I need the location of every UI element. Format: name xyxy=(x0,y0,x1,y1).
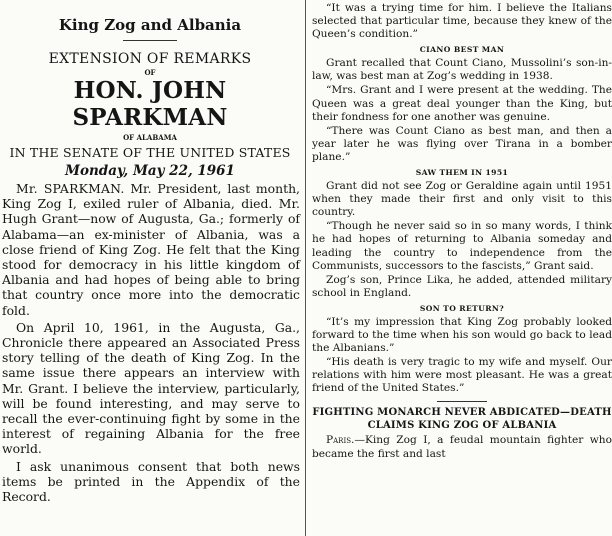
column-divider xyxy=(305,0,306,536)
paragraph-ciano: Grant recalled that Count Ciano, Mussolini’s son-in-law, was best man at Zog’s wedding in 1938. xyxy=(312,57,612,83)
paragraph-paris xyxy=(312,434,612,460)
right-column xyxy=(312,0,612,461)
quote-bomber: “There was Count Ciano as best man, and then a year later he was flying over Tirana in a bomber plane.” xyxy=(312,124,612,163)
paragraph-paris-text: —King Zog I, a feudal mountain fighter who became the first and last xyxy=(312,434,612,460)
article-divider xyxy=(437,401,487,402)
subheading-ciano: CIANO BEST MAN xyxy=(419,45,505,55)
paragraph-prince: Zog’s son, Prince Lika, he added, attended military school in England. xyxy=(312,273,612,299)
headline-line-2: CLAIMS KING ZOG OF ALBANIA xyxy=(367,420,557,432)
title-divider xyxy=(123,40,177,41)
subheading-1951: SAW THEM IN 1951 xyxy=(415,168,509,178)
subheading-son: SON TO RETURN? xyxy=(419,303,505,313)
paragraph-2: On April 10, 1961, in the Augusta, Ga., Chronicle there appeared an Associated Press story telling of the death of King Zog. In the same issue there appears an interview with Mr. Grant. I believe the interview, particularly, will be found interesting, and may serve to recall the ever-continuing fight by some in the interest of regaining Albania for the free world. xyxy=(2,319,300,457)
quote-tragic: “His death is very tragic to my wife and myself. Our relations with him were most pleasant. He was a great friend of the United States.” xyxy=(312,356,612,395)
quote-impression: “It’s my impression that King Zog probably looked forward to the time when his son would go back to lead the Albanians.” xyxy=(312,315,612,355)
paris-dateline: Paris. xyxy=(326,434,355,447)
paragraph-visit: Grant did not see Zog or Geraldine again until 1951 when they made their first and only visit to this country. xyxy=(312,180,612,219)
extension-heading: EXTENSION OF REMARKS xyxy=(48,51,252,67)
speaker-name: HON. JOHN SPARKMAN xyxy=(72,77,228,131)
session-date: Monday, May 22, 1961 xyxy=(65,163,235,179)
of-label: OF xyxy=(144,68,156,77)
paragraph-1 xyxy=(2,181,300,318)
headline-line-1: FIGHTING MONARCH NEVER ABDICATED—DEATH xyxy=(312,407,612,419)
paragraph-3: I ask unanimous consent that both news items be printed in the Appendix of the Record. xyxy=(2,458,300,505)
left-column xyxy=(0,0,300,504)
quote-wedding: “Mrs. Grant and I were present at the wedding. The Queen was a great deal younger than the King, but their fondness for one another was genuine. xyxy=(312,84,612,123)
quote-trying-time: “It was a trying time for him. I believe the Italians selected that particular time, because they knew of the Queen’s condition.” xyxy=(312,2,612,41)
quote-hopes: “Though he never said so in so many words, I think he had hopes of returning to Albania someday and leading the country to independence from the Communists, successors to the fascists,” Grant said. xyxy=(312,220,612,272)
article-title: King Zog and Albania xyxy=(58,16,242,34)
chamber-heading: IN THE SENATE OF THE UNITED STATES xyxy=(9,145,291,160)
speaker-state: OF ALABAMA xyxy=(123,133,177,142)
speaker-lead: Mr. SPARKMAN. xyxy=(16,181,125,196)
paragraph-1-text: Mr. President, last month, King Zog I, exiled ruler of Albania, died. Mr. Hugh Grant—now of Augusta, Ga.; formerly of Alabama—an ex-minister of Albania, was a close friend of King Zog. He felt that the King stood for democracy in his little kingdom of Albania and had hopes of being able to bring that country once more into the democratic fold. xyxy=(2,181,300,318)
